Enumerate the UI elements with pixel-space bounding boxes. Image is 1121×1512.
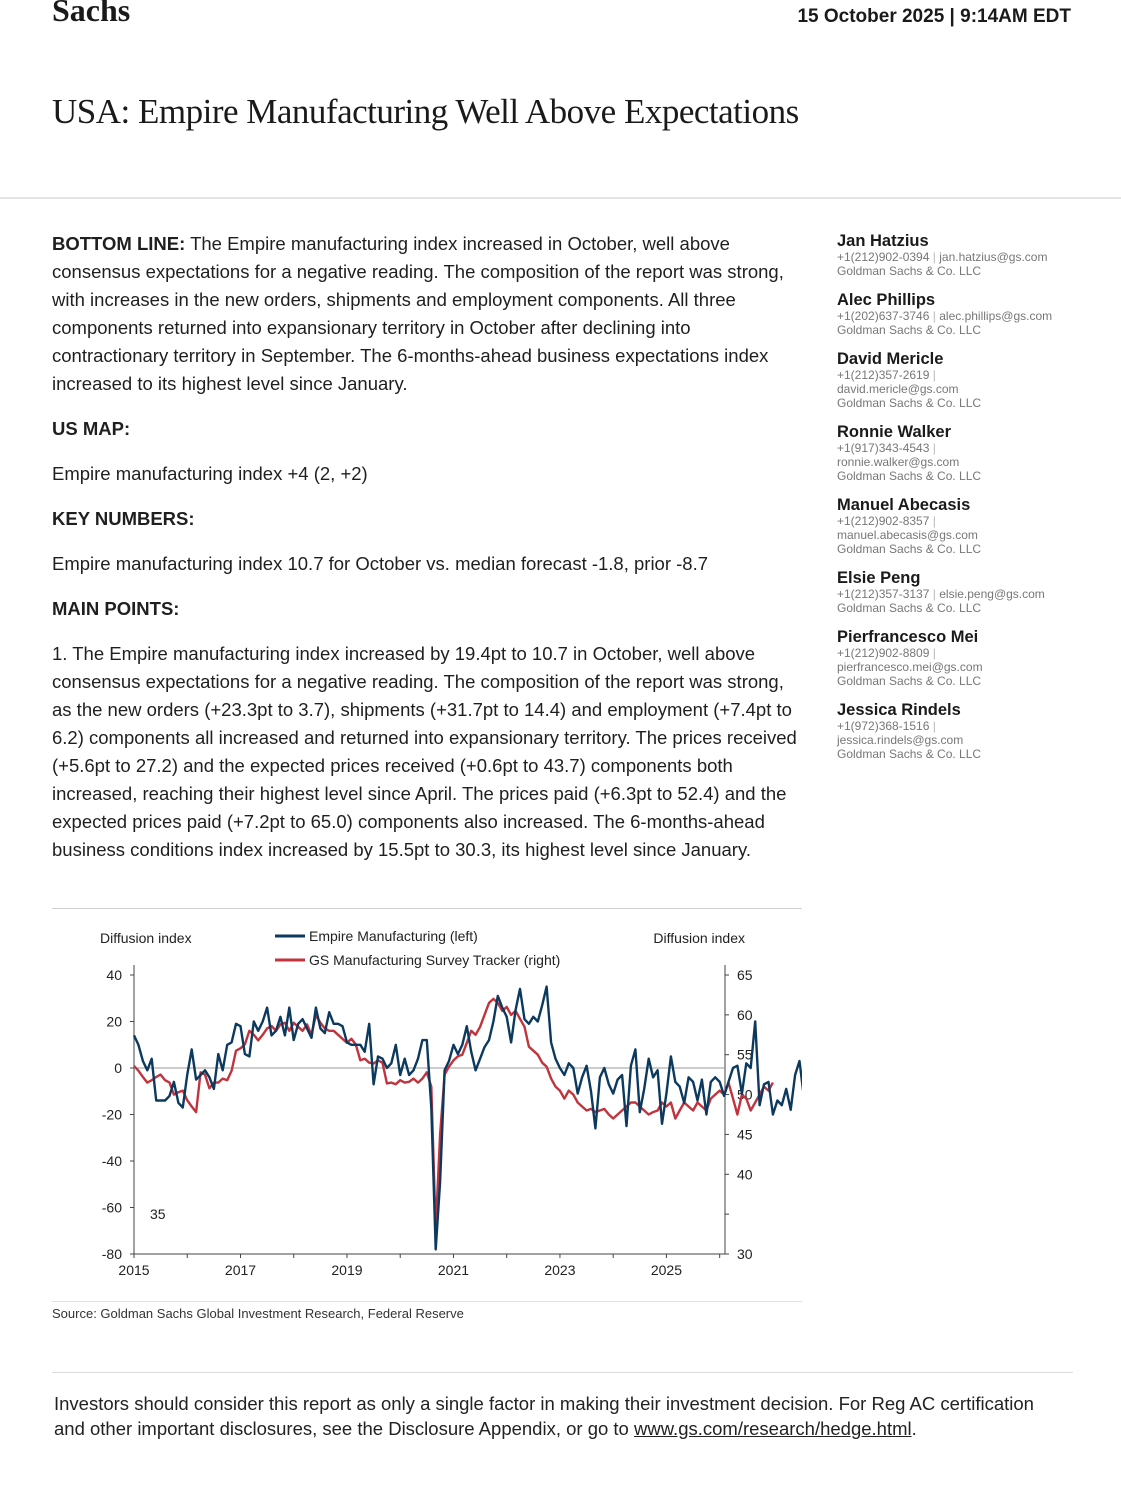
author-email[interactable]: pierfrancesco.mei@gs.com xyxy=(837,660,983,674)
author-phone: +1(212)902-8357 xyxy=(837,514,930,528)
author-firm: Goldman Sachs & Co. LLC xyxy=(837,323,982,337)
x-tick-label: 2019 xyxy=(331,1262,363,1278)
left-tick-label: 40 xyxy=(106,967,122,983)
author-email[interactable]: jan.hatzius@gs.com xyxy=(939,250,1048,264)
author-card xyxy=(837,423,1107,483)
author-phone: +1(212)357-3137 xyxy=(837,587,930,601)
author-phone-line: +1(212)357-2619 | xyxy=(837,368,936,382)
author-list xyxy=(837,232,1107,774)
author-card xyxy=(837,496,1107,556)
right-tick-label: 50 xyxy=(737,1086,753,1103)
author-firm: Goldman Sachs & Co. LLC xyxy=(837,601,982,615)
author-name: Elsie Peng xyxy=(837,569,921,587)
left-axis-label: Diffusion index xyxy=(100,930,192,946)
author-phone-line: +1(972)368-1516 | xyxy=(837,719,936,733)
author-phone: +1(212)357-2619 xyxy=(837,368,930,382)
empire-manufacturing-line xyxy=(134,987,802,1250)
author-name: Ronnie Walker xyxy=(837,423,951,441)
right-tick-label: 35 xyxy=(150,1206,166,1223)
author-contact: +1(202)637-3746 | alec.phillips@gs.com xyxy=(837,309,1053,323)
author-name: Jan Hatzius xyxy=(837,232,929,250)
author-phone: +1(202)637-3746 xyxy=(837,309,930,323)
author-phone: +1(212)902-0394 xyxy=(837,250,930,264)
left-tick-label: -40 xyxy=(101,1153,122,1169)
chart-source: Source: Goldman Sachs Global Investment Research, Federal Reserve xyxy=(52,1306,464,1321)
author-phone: +1(972)368-1516 xyxy=(837,719,930,733)
author-firm: Goldman Sachs & Co. LLC xyxy=(837,747,982,761)
x-tick-label: 2023 xyxy=(544,1262,576,1278)
chart-container xyxy=(52,908,802,1302)
author-card xyxy=(837,628,1107,688)
author-phone-line: +1(212)902-8357 | xyxy=(837,514,936,528)
legend-label-gs-tracker: GS Manufacturing Survey Tracker (right) xyxy=(309,952,561,968)
author-card xyxy=(837,701,1107,761)
header-divider xyxy=(0,197,1121,199)
author-card xyxy=(837,232,1107,278)
author-email[interactable]: david.mericle@gs.com xyxy=(837,382,959,396)
author-firm: Goldman Sachs & Co. LLC xyxy=(837,674,982,688)
author-name: David Mericle xyxy=(837,350,944,368)
right-tick-label: 60 xyxy=(737,1006,753,1023)
author-contact: +1(212)902-0394 | jan.hatzius@gs.com xyxy=(837,250,1048,264)
author-name: Alec Phillips xyxy=(837,291,936,309)
author-phone: +1(917)343-4543 xyxy=(837,441,930,455)
disclaimer xyxy=(54,1392,1044,1441)
bottom-line-text: The Empire manufacturing index increased in October, well above consensus expectations for a negative reading. The composition of the report was strong, with increases in the new orders, shipments and employment components. All three components returned into expansionary territory in October after declining into contractionary territory in September. The 6-months-ahead business expectations index increased to its highest level since January. xyxy=(52,233,784,394)
author-phone-line: +1(917)343-4543 | xyxy=(837,441,936,455)
us-map-heading: US MAP: xyxy=(52,418,131,439)
author-email[interactable]: alec.phillips@gs.com xyxy=(939,309,1053,323)
right-axis-label: Diffusion index xyxy=(653,930,745,946)
author-firm: Goldman Sachs & Co. LLC xyxy=(837,396,982,410)
author-email[interactable]: elsie.peng@gs.com xyxy=(939,587,1045,601)
author-card xyxy=(837,350,1107,410)
key-numbers-heading: KEY NUMBERS: xyxy=(52,508,195,529)
author-phone-line: +1(212)902-8809 | xyxy=(837,646,936,660)
bottom-line-paragraph xyxy=(52,230,807,398)
author-email[interactable]: ronnie.walker@gs.com xyxy=(837,455,960,469)
publish-datestamp: 15 October 2025 | 9:14AM EDT xyxy=(797,6,1071,27)
us-map-text: Empire manufacturing index +4 (2, +2) xyxy=(52,463,368,484)
left-tick-label: 20 xyxy=(106,1013,122,1030)
main-point-1: 1. The Empire manufacturing index increased by 19.4pt to 10.7 in October, well above consensus expectations for a negative reading. The composition of the report was strong, as the new orders (+23.3pt to 3.7), shipments (+31.7pt to 14.4) and employment (+7.4pt to 6.2) components all increased and returned into expansionary territory. The prices received (+5.6pt to 27.2) and the expected prices received (+0.6pt to 43.7) components both increased, reaching their highest level since April. The prices paid (+6.3pt to 52.4) and the expected prices paid (+7.2pt to 65.0) components also increased. The 6-months-ahead business conditions index increased by 15.5pt to 30.3, its highest level since January. xyxy=(52,643,797,860)
author-email[interactable]: jessica.rindels@gs.com xyxy=(837,733,964,747)
author-card xyxy=(837,291,1107,337)
empire-manufacturing-chart xyxy=(52,909,802,1301)
logo: Sachs xyxy=(52,0,131,28)
right-tick-label: 55 xyxy=(737,1046,753,1063)
author-name: Manuel Abecasis xyxy=(837,496,971,514)
disclaimer-tail: . xyxy=(911,1417,917,1439)
gs-survey-tracker-line xyxy=(134,999,773,1230)
right-tick-label: 30 xyxy=(737,1246,753,1262)
report-title: USA: Empire Manufacturing Well Above Expectations xyxy=(52,92,799,131)
key-numbers-text: Empire manufacturing index 10.7 for October vs. median forecast -1.8, prior -8.7 xyxy=(52,553,709,574)
author-email[interactable]: manuel.abecasis@gs.com xyxy=(837,528,978,542)
author-name: Pierfrancesco Mei xyxy=(837,628,979,646)
disclaimer-text: Investors should consider this report as only a single factor in making their investment decision. For Reg AC certification and other important disclosures, see the Disclosure Appendix, or go to xyxy=(54,1393,1034,1439)
report-body xyxy=(52,230,807,881)
x-tick-label: 2015 xyxy=(118,1262,150,1278)
author-card xyxy=(837,569,1107,615)
disclosure-link[interactable]: www.gs.com/research/hedge.html xyxy=(634,1417,912,1439)
left-tick-label: -60 xyxy=(101,1199,122,1216)
author-firm: Goldman Sachs & Co. LLC xyxy=(837,264,982,278)
left-tick-label: -80 xyxy=(101,1246,122,1262)
x-tick-label: 2025 xyxy=(650,1262,683,1278)
author-firm: Goldman Sachs & Co. LLC xyxy=(837,542,982,556)
right-tick-label: 65 xyxy=(737,967,753,983)
x-tick-label: 2021 xyxy=(437,1262,470,1278)
left-tick-label: -20 xyxy=(101,1106,122,1123)
author-name: Jessica Rindels xyxy=(837,701,961,719)
author-phone: +1(212)902-8809 xyxy=(837,646,930,660)
x-tick-label: 2017 xyxy=(224,1262,257,1278)
right-tick-label: 45 xyxy=(737,1126,753,1143)
right-tick-label: 40 xyxy=(737,1166,753,1183)
author-contact: +1(212)357-3137 | elsie.peng@gs.com xyxy=(837,587,1045,601)
legend-label-empire: Empire Manufacturing (left) xyxy=(309,928,478,944)
footer-divider xyxy=(52,1372,1073,1373)
bottom-line-heading: BOTTOM LINE: xyxy=(52,233,186,254)
main-points-heading: MAIN POINTS: xyxy=(52,598,180,619)
left-tick-label: 0 xyxy=(114,1060,122,1076)
author-firm: Goldman Sachs & Co. LLC xyxy=(837,469,982,483)
